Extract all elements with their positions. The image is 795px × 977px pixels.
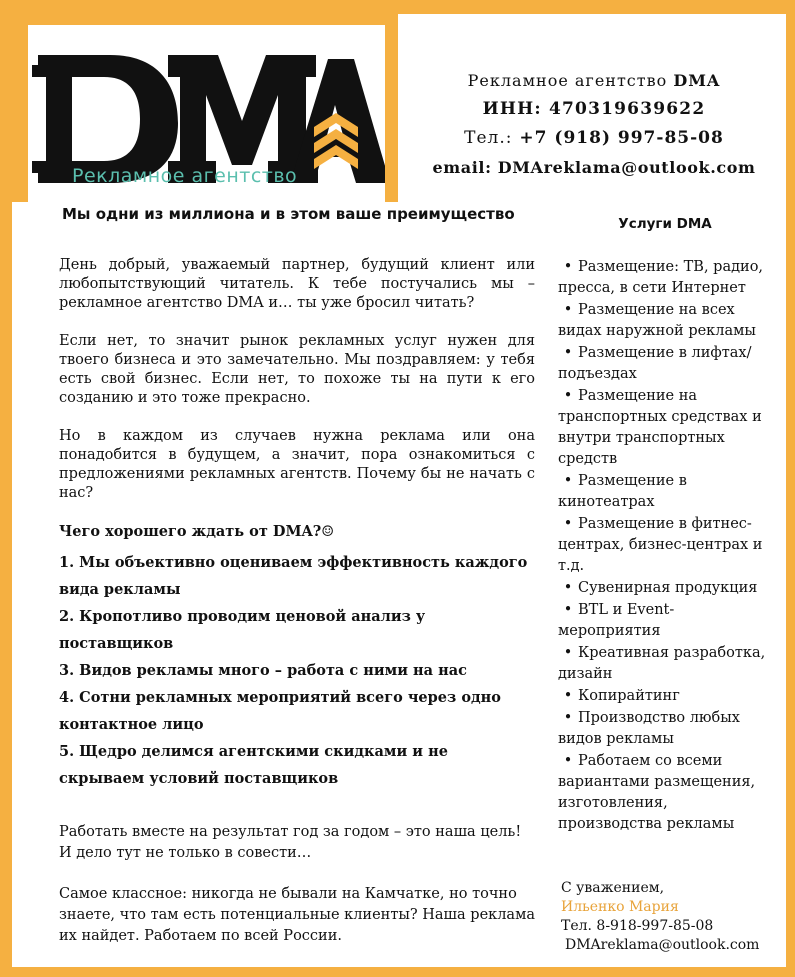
closing-line: Работать вместе на результат год за годом – это наша цель! <box>59 824 522 840</box>
logo-tagline: Рекламное агентство <box>72 165 298 187</box>
advantage-item: 4. Сотни рекламных мероприятий всего через одно контактное лицо <box>59 689 501 733</box>
headline: Мы одни из миллиона и в этом ваше преимущество <box>62 205 515 223</box>
regards-line: С уважением, <box>561 880 665 896</box>
second-paragraph: Если нет, то значит рынок рекламных услуг нужен для твоего бизнеса и это замечательно. Мы поздравляем: у тебя есть свой бизнес. Если нет, то похоже ты на пути к его созданию и это тоже прекрасно. <box>59 333 535 406</box>
bullet-icon: • <box>563 580 573 596</box>
closing-block <box>59 822 535 864</box>
advantage-item: 1. Мы объективно оцениваем эффективность каждого вида рекламы <box>59 554 528 598</box>
service-item: • Работаем со всеми вариантами размещения, изготовления, производства рекламы <box>558 753 756 832</box>
service-item: • BTL и Event-мероприятия <box>558 602 675 639</box>
final-paragraph: Самое классное: никогда не бывали на Камчатке, но точно знаете, что там есть потенциальные клиенты? Наша реклама их найдет. Работаем по всей России. <box>59 886 536 944</box>
email-line: email: DMAreklama@outlook.com <box>432 158 756 177</box>
inn-line: ИНН: 470319639622 <box>482 99 706 119</box>
third-paragraph: Но в каждом из случаев нужна реклама или она понадобится в будущем, а значит, пора ознакомиться с предложениями рекламных агентств. Почему бы не начать с нас? <box>59 428 535 501</box>
signer-email: DMAreklama@outlook.com <box>565 937 760 953</box>
service-item: • Размещение в фитнес-центрах, бизнес-центрах и т.д. <box>558 516 763 574</box>
services-title: Услуги DMA <box>618 216 712 232</box>
advantage-item: 2. Кропотливо проводим ценовой анализ у поставщиков <box>59 608 426 652</box>
agency-title: Рекламное агентство DMA <box>467 71 721 90</box>
bullet-icon: • <box>563 302 573 318</box>
signer-phone: Тел. 8-918-997-85-08 <box>561 918 714 934</box>
bullet-icon: • <box>563 602 573 618</box>
signature-block <box>561 879 776 955</box>
service-item: • Сувенирная продукция <box>558 578 772 599</box>
advantages-list <box>59 549 535 792</box>
advantage-item: 3. Видов рекламы много – работа с ними на нас <box>59 662 467 679</box>
services-sidebar <box>558 214 772 836</box>
signer-name: Ильенко Мария <box>561 899 679 915</box>
contact-block <box>404 66 784 182</box>
advantages-heading: Чего хорошего ждать от DMA?☺ <box>59 523 335 540</box>
service-item: • Креативная разработка, дизайн <box>558 645 766 682</box>
bullet-icon: • <box>563 645 573 661</box>
logo-letter-m <box>168 55 318 183</box>
bullet-icon: • <box>563 516 573 532</box>
letter-body <box>59 205 535 947</box>
intro-paragraph: День добрый, уважаемый партнер, будущий клиент или любопытствующий читатель. К тебе постучались мы – рекламное агентство DMA и… ты уже бросил читать? <box>59 257 535 311</box>
service-item: • Размещение в кинотеатрах <box>558 473 687 510</box>
service-item: • Размещение: ТВ, радио, пресса, в сети Интернет <box>558 259 764 296</box>
service-item: • Копирайтинг <box>558 686 772 707</box>
services-list <box>558 257 772 835</box>
bullet-icon: • <box>563 710 573 726</box>
service-item: • Размещение на всех видах наружной рекламы <box>558 302 756 339</box>
service-item: • Размещение на транспортных средствах и внутри транспортных средств <box>558 388 762 467</box>
advantage-item: 5. Щедро делимся агентскими скидками и не скрываем условий поставщиков <box>59 743 448 787</box>
bullet-icon: • <box>563 259 573 275</box>
logo-letter-d <box>32 55 178 183</box>
bullet-icon: • <box>563 473 573 489</box>
bullet-icon: • <box>563 753 573 769</box>
service-item: • Производство любых видов рекламы <box>558 710 740 747</box>
bullet-icon: • <box>563 688 573 704</box>
bullet-icon: • <box>563 345 573 361</box>
phone-line: Тел.: +7 (918) 997-85-08 <box>464 128 724 148</box>
closing-line: И дело тут не только в совести… <box>59 845 312 861</box>
service-item: • Размещение в лифтах/подъездах <box>558 345 752 382</box>
bullet-icon: • <box>563 388 573 404</box>
